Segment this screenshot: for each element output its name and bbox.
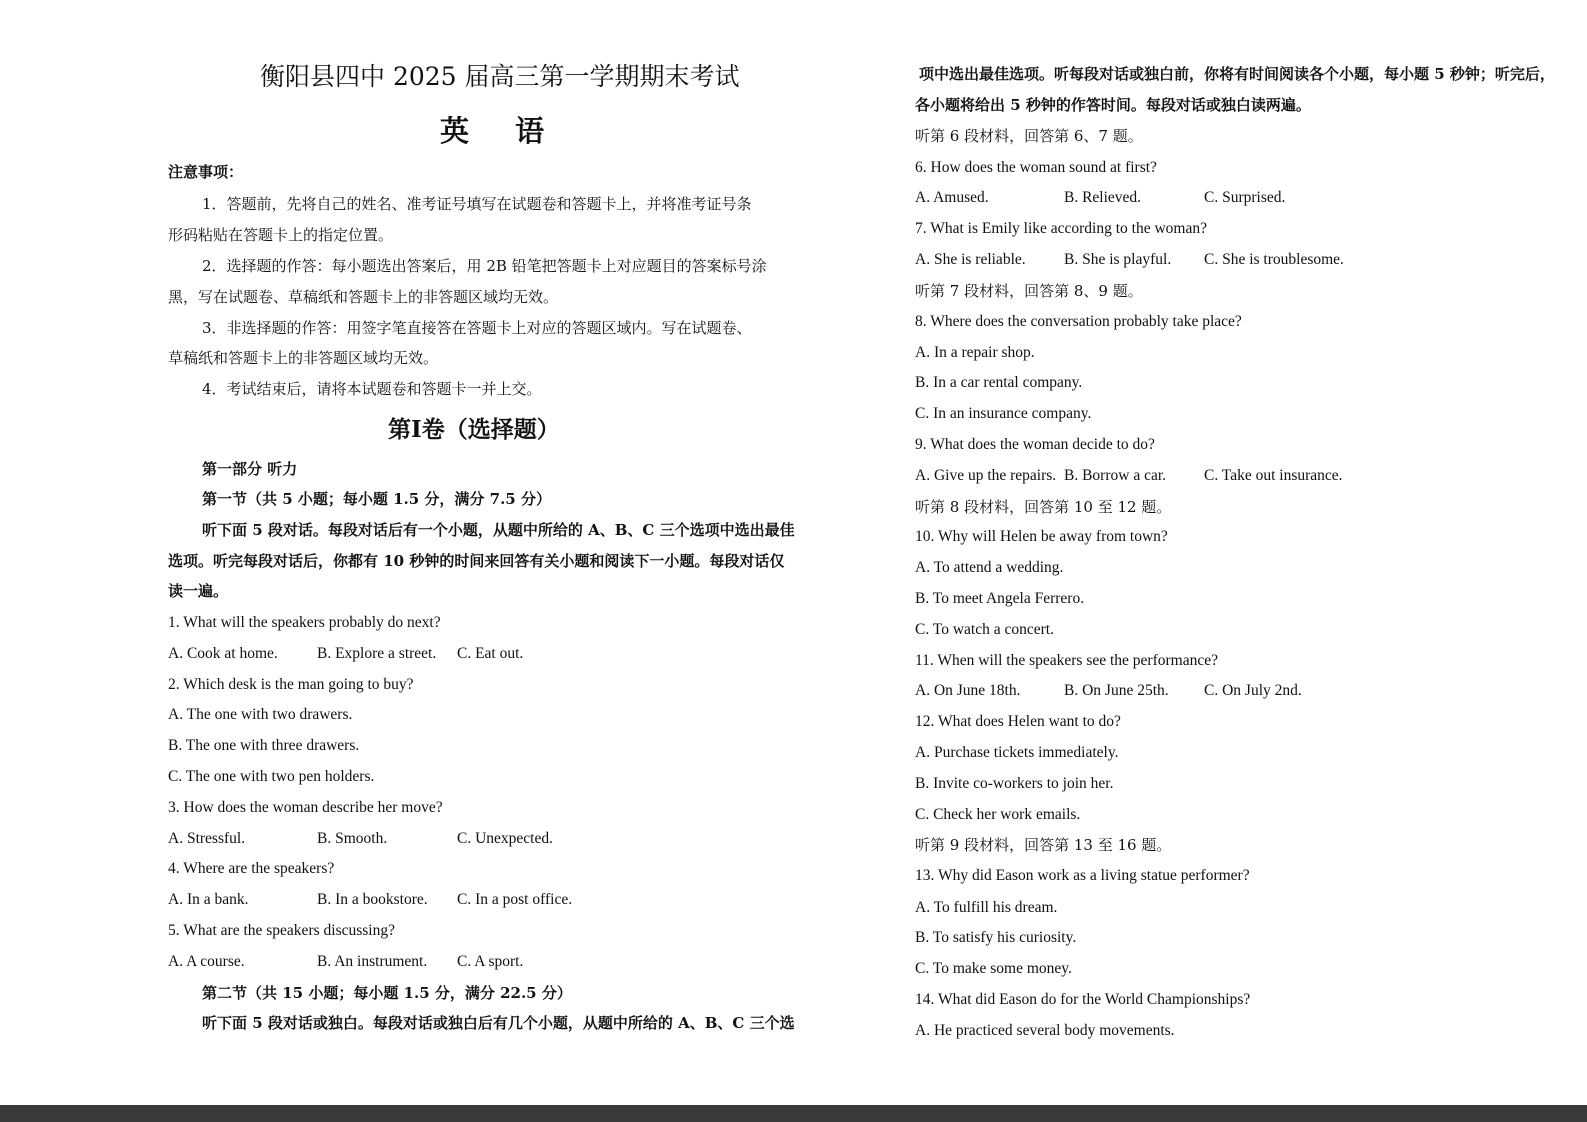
option-c: C. Take out insurance. [1204,467,1343,484]
options-row [915,681,1302,701]
option-c: C. In an insurance company. [915,405,1092,422]
option-b: B. Borrow a car. [1064,467,1167,484]
volume-title: 第Ⅰ卷（选择题） [388,416,560,443]
instruction-line: 选项。听完每段对话后，你都有 10 秒钟的时间来回答有关小题和阅读下一小题。每段对话仅 [168,552,785,570]
option-b: B. Relieved. [1064,189,1142,206]
exam-title: 衡阳县四中 2025 届高三第一学期期末考试 [260,62,740,91]
notice-line: 1．答题前，先将自己的姓名、准考证号填写在试题卷和答题卡上，并将准考证号条 [202,195,752,213]
instruction-line: 听下面 5 段对话或独白。每段对话或独白后有几个小题，从题中所给的 A、B、C 三个选 [202,1014,795,1032]
option-c: C. Eat out. [457,645,524,662]
option-a: A. To fulfill his dream. [915,899,1058,916]
option-c: C. To make some money. [915,960,1072,977]
question-5: 5. What are the speakers discussing? [168,922,395,939]
question-3: 3. How does the woman describe her move? [168,799,443,816]
question-8: 8. Where does the conversation probably take place? [915,313,1242,330]
part-title: 第一部分 听力 [202,460,298,478]
option-a: A. In a bank. [168,891,249,908]
option-b: B. To satisfy his curiosity. [915,929,1077,946]
option-a: A. Purchase tickets immediately. [915,744,1119,761]
options-row [915,250,1344,270]
option-b: B. To meet Angela Ferrero. [915,590,1085,607]
notice-line: 黑，写在试题卷、草稿纸和答题卡上的非答题区域均无效。 [168,288,559,306]
option-c: C. In a post office. [457,891,573,908]
material-heading: 听第 7 段材料，回答第 8、9 题。 [915,282,1143,300]
option-b: B. Smooth. [317,830,388,847]
option-a: A. Stressful. [168,830,246,847]
option-a: A. To attend a wedding. [915,559,1064,576]
option-a: A. She is reliable. [915,251,1026,268]
option-a: A. Amused. [915,189,989,206]
material-heading: 听第 6 段材料，回答第 6、7 题。 [915,127,1143,145]
option-b: B. In a car rental company. [915,374,1083,391]
question-4: 4. Where are the speakers? [168,860,335,877]
question-2: 2. Which desk is the man going to buy? [168,676,414,693]
instruction-line: 各小题将给出 5 秒钟的作答时间。每段对话或独白读两遍。 [915,96,1311,114]
subject-title: 英 语 [440,114,563,148]
option-c: C. The one with two pen holders. [168,768,375,785]
option-c: C. A sport. [457,953,524,970]
material-heading: 听第 9 段材料，回答第 13 至 16 题。 [915,836,1172,854]
question-7: 7. What is Emily like according to the woman? [915,220,1207,237]
option-c: C. To watch a concert. [915,621,1054,638]
option-c: C. On July 2nd. [1204,682,1302,699]
section-title: 第一节（共 5 小题；每小题 1.5 分，满分 7.5 分） [202,490,551,508]
option-a: A. The one with two drawers. [168,706,353,723]
option-b: B. Explore a street. [317,645,437,662]
instruction-line: 读一遍。 [168,582,229,600]
question-1: 1. What will the speakers probably do next? [168,614,441,631]
option-a: A. In a repair shop. [915,344,1035,361]
option-b: B. Invite co-workers to join her. [915,775,1114,792]
option-b: B. The one with three drawers. [168,737,360,754]
notice-line: 草稿纸和答题卡上的非答题区域均无效。 [168,349,439,367]
option-b: B. She is playful. [1064,251,1172,268]
option-b: B. An instrument. [317,953,428,970]
question-10: 10. Why will Helen be away from town? [915,528,1168,545]
options-row [168,829,553,849]
question-13: 13. Why did Eason work as a living statue performer? [915,867,1250,884]
option-c: C. She is troublesome. [1204,251,1344,268]
option-c: C. Unexpected. [457,830,553,847]
page-bottom-border [0,1105,1587,1122]
option-c: C. Check her work emails. [915,806,1081,823]
option-b: B. In a bookstore. [317,891,428,908]
option-a: A. On June 18th. [915,682,1021,699]
notice-line: 4．考试结束后，请将本试题卷和答题卡一并上交。 [202,380,542,398]
material-heading: 听第 8 段材料，回答第 10 至 12 题。 [915,498,1172,516]
options-row [168,890,572,910]
options-row [915,188,1285,208]
notice-line: 形码粘贴在答题卡上的指定位置。 [168,226,394,244]
options-row [168,644,523,664]
question-6: 6. How does the woman sound at first? [915,159,1157,176]
question-9: 9. What does the woman decide to do? [915,436,1155,453]
options-row [168,952,523,972]
option-a: A. He practiced several body movements. [915,1022,1175,1039]
notice-line: 3．非选择题的作答：用签字笔直接答在答题卡上对应的答题区域内。写在试题卷、 [202,319,752,337]
instruction-line: 听下面 5 段对话。每段对话后有一个小题，从题中所给的 A、B、C 三个选项中选出最佳 [202,521,795,539]
option-c: C. Surprised. [1204,189,1286,206]
notice-line: 2．选择题的作答：每小题选出答案后，用 2B 铅笔把答题卡上对应题目的答案标号涂 [202,257,767,275]
option-a: A. A course. [168,953,245,970]
question-14: 14. What did Eason do for the World Championships? [915,991,1251,1008]
options-row [915,466,1343,486]
instruction-line: 项中选出最佳选项。听每段对话或独白前，你将有时间阅读各个小题，每小题 5 秒钟；听完后， [919,65,1555,83]
option-b: B. On June 25th. [1064,682,1169,699]
section-title: 第二节（共 15 小题；每小题 1.5 分，满分 22.5 分） [202,984,572,1002]
notice-heading: 注意事项： [168,163,244,181]
option-a: A. Give up the repairs. [915,467,1057,484]
option-a: A. Cook at home. [168,645,278,662]
question-11: 11. When will the speakers see the performance? [915,652,1218,669]
question-12: 12. What does Helen want to do? [915,713,1121,730]
